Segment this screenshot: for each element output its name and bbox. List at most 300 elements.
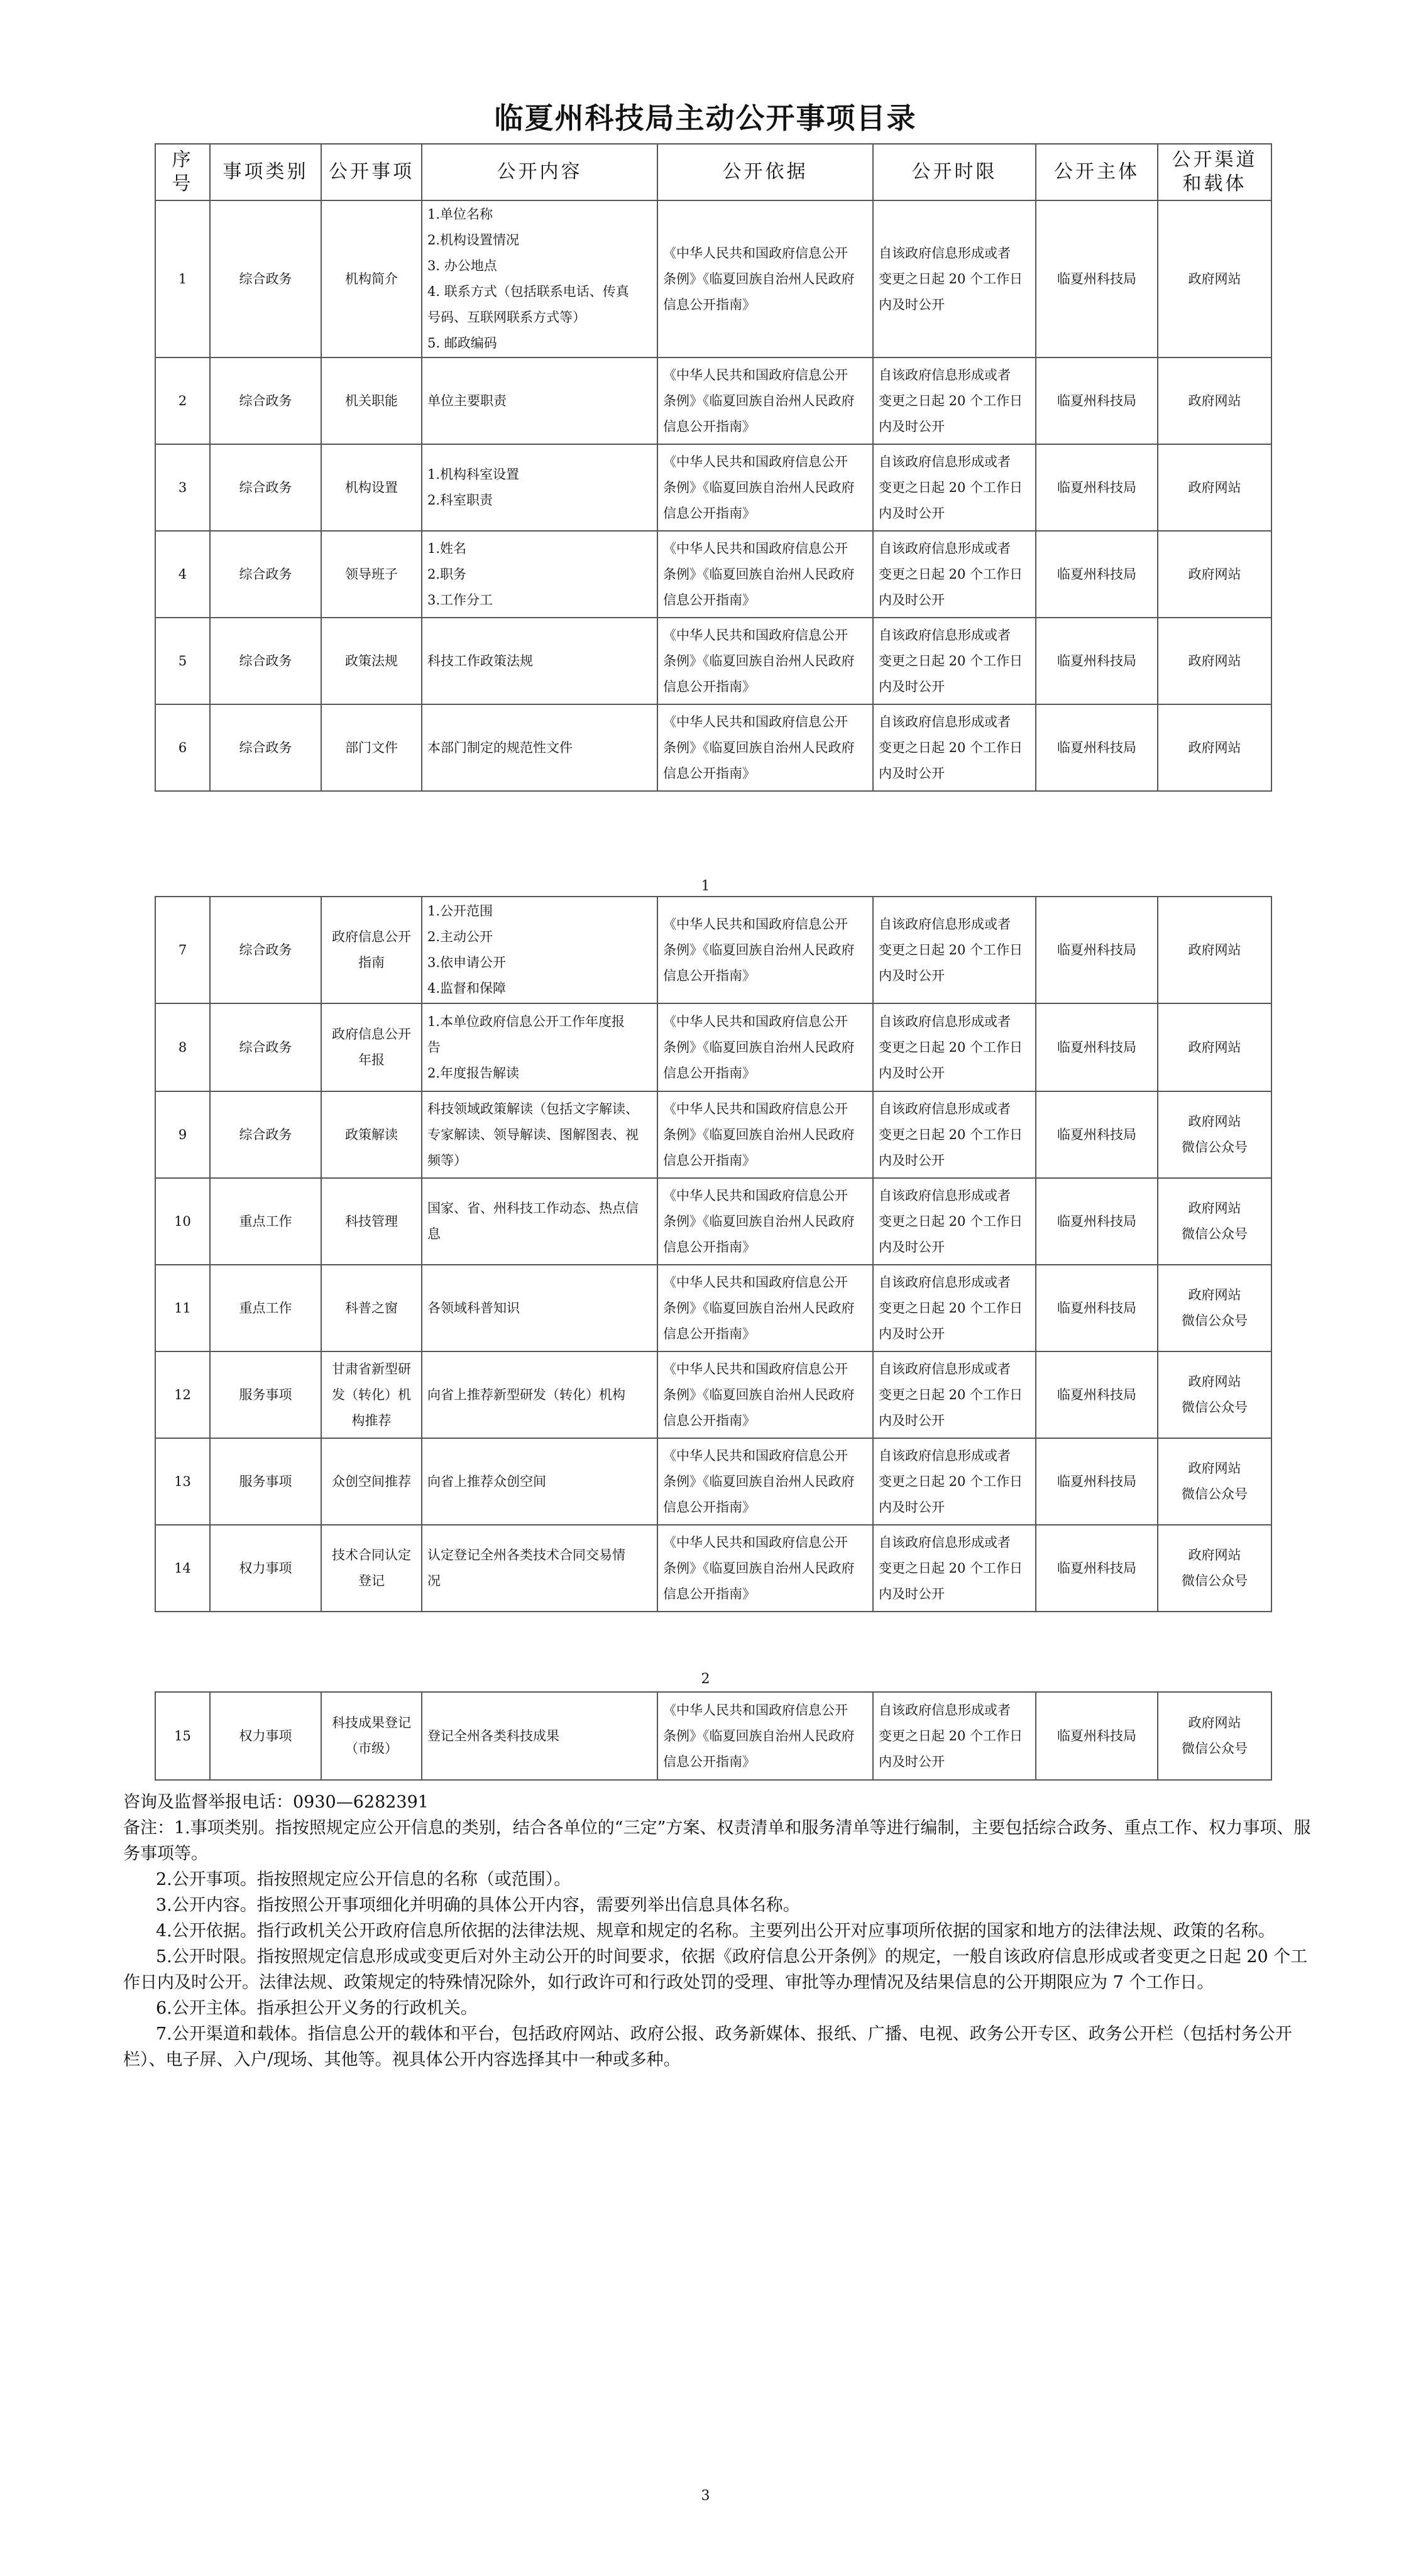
- cell-line: 微信公众号: [1182, 1313, 1248, 1328]
- cell-line: 《中华人民共和国政府信息公开: [663, 1361, 848, 1377]
- cell-line: 《中华人民共和国政府信息公开: [663, 1013, 848, 1029]
- table-row: [155, 531, 1271, 618]
- cell-line: 科技工作政策法规: [427, 653, 533, 669]
- cell-line: 信息公开指南》: [663, 1754, 755, 1769]
- cell-line: 登记全州各类科技成果: [427, 1728, 559, 1744]
- disclosure-table-page-1: [155, 143, 1272, 792]
- cell-line: 条例》《临夏回族自治州人民政府: [663, 271, 855, 287]
- cell-item: [321, 444, 422, 531]
- cell-line: 《中华人民共和国政府信息公开: [663, 1101, 848, 1116]
- cell-line: 自该政府信息形成或者: [879, 1101, 1011, 1116]
- cell-line: 条例》《临夏回族自治州人民政府: [663, 566, 855, 582]
- cell-line: 科技管理: [345, 1213, 398, 1229]
- cell-channel: [1158, 1525, 1271, 1612]
- cell-line: （市级）: [345, 1741, 398, 1756]
- table-header-row: [155, 144, 1271, 200]
- cell-line: 单位主要职责: [427, 393, 507, 408]
- cell-no: 2: [155, 357, 210, 444]
- cell-timelimit: [873, 200, 1036, 357]
- cell-content: [422, 1438, 657, 1525]
- cell-basis: [657, 1178, 873, 1265]
- table-row: [155, 1438, 1271, 1525]
- cell-channel: [1158, 200, 1271, 357]
- table-row: [155, 1091, 1271, 1178]
- cell-line: 微信公众号: [1182, 1226, 1248, 1242]
- cell-content: [422, 357, 657, 444]
- cell-line: 部门文件: [345, 740, 398, 755]
- cell-line: 政府网站: [1188, 942, 1241, 958]
- cell-line: 政府信息公开: [332, 1027, 411, 1042]
- cell-timelimit: [873, 444, 1036, 531]
- table-row: [155, 1525, 1271, 1612]
- cell-line: 信息公开指南》: [663, 765, 755, 781]
- cell-line: 自该政府信息形成或者: [879, 1448, 1011, 1463]
- cell-basis: [657, 1692, 873, 1780]
- cell-basis: [657, 444, 873, 531]
- cell-line: 变更之日起 20 个工作日: [879, 1300, 1023, 1316]
- cell-no: 6: [155, 704, 210, 791]
- cell-category: 综合政务: [210, 897, 321, 1003]
- cell-basis: [657, 1525, 873, 1612]
- cell-no: 4: [155, 531, 210, 618]
- cell-no: 11: [155, 1265, 210, 1351]
- cell-line: 变更之日起 20 个工作日: [879, 1560, 1023, 1576]
- cell-line: 变更之日起 20 个工作日: [879, 271, 1023, 287]
- header-category: 事项类别: [210, 144, 321, 200]
- cell-line: 国家、省、州科技工作动态、热点信: [427, 1201, 639, 1216]
- cell-line: 众创空间推荐: [332, 1473, 411, 1489]
- cell-content: [422, 200, 657, 357]
- cell-timelimit: [873, 1091, 1036, 1178]
- cell-line: 条例》《临夏回族自治州人民政府: [663, 479, 855, 495]
- cell-line: 政府网站: [1188, 479, 1241, 495]
- cell-line: 变更之日起 20 个工作日: [879, 1213, 1023, 1229]
- cell-category: 综合政务: [210, 357, 321, 444]
- cell-timelimit: [873, 531, 1036, 618]
- cell-line: 自该政府信息形成或者: [879, 454, 1011, 469]
- cell-line: 政府网站: [1188, 566, 1241, 582]
- cell-subject: 临夏州科技局: [1036, 1351, 1158, 1438]
- cell-line: 机构设置: [345, 479, 398, 495]
- cell-channel: [1158, 1265, 1271, 1351]
- cell-channel: [1158, 704, 1271, 791]
- cell-line: 自该政府信息形成或者: [879, 714, 1011, 729]
- cell-line: 构推荐: [351, 1412, 392, 1428]
- cell-line: 自该政府信息形成或者: [879, 916, 1011, 932]
- cell-timelimit: [873, 618, 1036, 704]
- table-row: [155, 444, 1271, 531]
- cell-content: [422, 1525, 657, 1612]
- cell-subject: 临夏州科技局: [1036, 1178, 1158, 1265]
- note-4: 4.公开依据。指行政机关公开政府信息所依据的法律法规、规章和规定的名称。主要列出公开对应事项所依据的国家和地方的法律法规、政策的名称。: [156, 1921, 1275, 1941]
- cell-basis: [657, 357, 873, 444]
- cell-line: 信息公开指南》: [663, 418, 755, 434]
- cell-content: [422, 618, 657, 704]
- cell-line: 领导班子: [345, 566, 398, 582]
- cell-line: 内及时公开: [879, 418, 945, 434]
- cell-line: 条例》《临夏回族自治州人民政府: [663, 1300, 855, 1316]
- cell-basis: [657, 618, 873, 704]
- cell-line: 内及时公开: [879, 592, 945, 608]
- cell-no: 5: [155, 618, 210, 704]
- cell-line: 变更之日起 20 个工作日: [879, 740, 1023, 755]
- cell-line: 1.单位名称: [427, 207, 493, 222]
- cell-content: [422, 1003, 657, 1091]
- cell-line: 科普之窗: [345, 1300, 398, 1316]
- cell-line: 《中华人民共和国政府信息公开: [663, 916, 848, 932]
- disclosure-table-page-3: [155, 1691, 1272, 1781]
- cell-line: 条例》《临夏回族自治州人民政府: [663, 1127, 855, 1142]
- cell-line: 变更之日起 20 个工作日: [879, 479, 1023, 495]
- header-channel: 公开渠道 和载体: [1158, 144, 1271, 200]
- cell-category: 综合政务: [210, 618, 321, 704]
- cell-timelimit: [873, 897, 1036, 1003]
- cell-subject: 临夏州科技局: [1036, 1525, 1158, 1612]
- cell-content: [422, 1351, 657, 1438]
- cell-line: 2.年度报告解读: [427, 1065, 520, 1081]
- cell-no: 1: [155, 200, 210, 357]
- cell-line: 变更之日起 20 个工作日: [879, 1473, 1023, 1489]
- cell-line: 3.依申请公开: [427, 955, 507, 970]
- cell-line: 内及时公开: [879, 1754, 945, 1769]
- cell-basis: [657, 1351, 873, 1438]
- cell-line: 号码、互联网联系方式等）: [427, 310, 586, 325]
- cell-line: 技术合同认定: [332, 1547, 411, 1563]
- cell-line: 政府网站: [1188, 1287, 1241, 1302]
- cell-line: 自该政府信息形成或者: [879, 1534, 1011, 1550]
- cell-line: 变更之日起 20 个工作日: [879, 942, 1023, 958]
- cell-line: 政府网站: [1188, 653, 1241, 669]
- cell-line: 条例》《临夏回族自治州人民政府: [663, 942, 855, 958]
- cell-line: 2.主动公开: [427, 929, 493, 944]
- cell-category: 服务事项: [210, 1351, 321, 1438]
- note-3: 3.公开内容。指按照公开事项细化并明确的具体公开内容，需要列举出信息具体名称。: [156, 1896, 800, 1915]
- cell-line: 政府信息公开: [332, 929, 411, 944]
- cell-line: 信息公开指南》: [663, 968, 755, 983]
- cell-line: 3. 办公地点: [427, 258, 497, 273]
- cell-line: 信息公开指南》: [663, 1326, 755, 1341]
- cell-line: 《中华人民共和国政府信息公开: [663, 1187, 848, 1203]
- cell-line: 条例》《临夏回族自治州人民政府: [663, 1213, 855, 1229]
- cell-content: [422, 704, 657, 791]
- cell-channel: [1158, 1351, 1271, 1438]
- cell-line: 内及时公开: [879, 505, 945, 521]
- cell-content: [422, 444, 657, 531]
- cell-line: 信息公开指南》: [663, 679, 755, 694]
- cell-timelimit: [873, 357, 1036, 444]
- cell-channel: [1158, 1438, 1271, 1525]
- cell-subject: 临夏州科技局: [1036, 1438, 1158, 1525]
- cell-line: 2.机构设置情况: [427, 232, 520, 248]
- cell-subject: 临夏州科技局: [1036, 1091, 1158, 1178]
- cell-line: 内及时公开: [879, 968, 945, 983]
- cell-line: 自该政府信息形成或者: [879, 367, 1011, 383]
- cell-subject: 临夏州科技局: [1036, 1003, 1158, 1091]
- note-5: 5.公开时限。指按照规定信息形成或变更后对外主动公开的时间要求，依据《政府信息公开条例》的规定，一般自该政府信息形成或者变更之日起 20 个工作日内及时公开。法律法规、政策规定的特殊情况除外，如行政许可和行政处罚的受理、审批等办理情况及结果信息的公开期限应为 7 个工作日。: [123, 1947, 1308, 1992]
- notes-section: [123, 1789, 1317, 2073]
- cell-line: 政府网站: [1188, 1114, 1241, 1129]
- cell-line: 4. 联系方式（包括联系电话、传真: [427, 284, 629, 299]
- header-basis: 公开依据: [657, 144, 873, 200]
- table-row: [155, 704, 1271, 791]
- cell-item: [321, 704, 422, 791]
- header-subject: 公开主体: [1036, 144, 1158, 200]
- cell-category: 重点工作: [210, 1178, 321, 1265]
- cell-line: 《中华人民共和国政府信息公开: [663, 367, 848, 383]
- cell-line: 《中华人民共和国政府信息公开: [663, 454, 848, 469]
- cell-basis: [657, 897, 873, 1003]
- cell-basis: [657, 704, 873, 791]
- cell-item: [321, 1351, 422, 1438]
- cell-no: 12: [155, 1351, 210, 1438]
- cell-channel: [1158, 444, 1271, 531]
- note-7: 7.公开渠道和载体。指信息公开的载体和平台，包括政府网站、政府公报、政务新媒体、报纸、广播、电视、政务公开专区、政务公开栏（包括村务公开栏）、电子屏、入户/现场、其他等。视具体公开内容选择其中一种或多种。: [123, 2024, 1292, 2070]
- cell-line: 信息公开指南》: [663, 1152, 755, 1168]
- cell-line: 《中华人民共和国政府信息公开: [663, 1534, 848, 1550]
- cell-subject: 临夏州科技局: [1036, 1692, 1158, 1780]
- cell-subject: 临夏州科技局: [1036, 531, 1158, 618]
- cell-channel: [1158, 531, 1271, 618]
- cell-line: 1.姓名: [427, 540, 467, 556]
- cell-item: [321, 618, 422, 704]
- cell-line: 专家解读、领导解读、图解图表、视: [427, 1127, 639, 1142]
- header-item: 公开事项: [321, 144, 422, 200]
- cell-line: 自该政府信息形成或者: [879, 540, 1011, 556]
- cell-channel: [1158, 1003, 1271, 1091]
- hotline-text: 咨询及监督举报电话：0930—6282391: [123, 1793, 429, 1812]
- table-row: [155, 1351, 1271, 1438]
- cell-line: 微信公众号: [1182, 1400, 1248, 1415]
- cell-line: 内及时公开: [879, 679, 945, 694]
- cell-line: 2.科室职责: [427, 493, 493, 508]
- cell-basis: [657, 200, 873, 357]
- cell-line: 发（转化）机: [332, 1387, 411, 1402]
- cell-line: 内及时公开: [879, 1499, 945, 1515]
- cell-timelimit: [873, 1178, 1036, 1265]
- cell-line: 条例》《临夏回族自治州人民政府: [663, 1387, 855, 1402]
- cell-line: 自该政府信息形成或者: [879, 1187, 1011, 1203]
- cell-line: 变更之日起 20 个工作日: [879, 1127, 1023, 1142]
- cell-line: 政府网站: [1188, 1461, 1241, 1476]
- cell-line: 自该政府信息形成或者: [879, 1361, 1011, 1377]
- cell-channel: [1158, 897, 1271, 1003]
- cell-line: 1.机构科室设置: [427, 467, 520, 482]
- cell-item: [321, 1438, 422, 1525]
- note-6: 6.公开主体。指承担公开义务的行政机关。: [156, 1999, 478, 2018]
- cell-item: [321, 1003, 422, 1091]
- cell-subject: 临夏州科技局: [1036, 618, 1158, 704]
- cell-line: 4.监督和保障: [427, 981, 507, 996]
- table-row: [155, 1178, 1271, 1265]
- cell-line: 自该政府信息形成或者: [879, 1702, 1011, 1718]
- cell-line: 各领域科普知识: [427, 1300, 520, 1316]
- disclosure-table-page-2: [155, 896, 1272, 1612]
- cell-item: [321, 1265, 422, 1351]
- cell-line: 政府网站: [1188, 271, 1241, 287]
- cell-line: 《中华人民共和国政府信息公开: [663, 540, 848, 556]
- cell-basis: [657, 1003, 873, 1091]
- cell-subject: 临夏州科技局: [1036, 357, 1158, 444]
- cell-line: 《中华人民共和国政府信息公开: [663, 1702, 848, 1718]
- cell-line: 自该政府信息形成或者: [879, 1013, 1011, 1029]
- cell-category: 服务事项: [210, 1438, 321, 1525]
- cell-line: 信息公开指南》: [663, 505, 755, 521]
- cell-line: 认定登记全州各类技术合同交易情: [427, 1547, 625, 1563]
- table-row: [155, 897, 1271, 1003]
- cell-line: 指南: [358, 955, 385, 970]
- page-number: 3: [701, 2488, 710, 2504]
- cell-line: 变更之日起 20 个工作日: [879, 653, 1023, 669]
- cell-line: 信息公开指南》: [663, 1239, 755, 1255]
- cell-item: [321, 897, 422, 1003]
- cell-item: [321, 357, 422, 444]
- cell-item: [321, 1178, 422, 1265]
- cell-basis: [657, 1438, 873, 1525]
- cell-line: 变更之日起 20 个工作日: [879, 1387, 1023, 1402]
- cell-line: 信息公开指南》: [663, 1586, 755, 1602]
- cell-line: 政府网站: [1188, 1374, 1241, 1389]
- cell-category: 综合政务: [210, 1003, 321, 1091]
- cell-no: 15: [155, 1692, 210, 1780]
- cell-subject: 临夏州科技局: [1036, 897, 1158, 1003]
- cell-item: [321, 1091, 422, 1178]
- table-row: [155, 1692, 1271, 1780]
- cell-line: 向省上推荐新型研发（转化）机构: [427, 1387, 625, 1402]
- page-number: 1: [701, 878, 710, 894]
- cell-line: 自该政府信息形成或者: [879, 627, 1011, 643]
- cell-line: 2.职务: [427, 566, 467, 582]
- page-number: 2: [701, 1671, 710, 1687]
- cell-line: 政府网站: [1188, 393, 1241, 408]
- cell-content: [422, 1091, 657, 1178]
- cell-line: 政府网站: [1188, 740, 1241, 755]
- cell-no: 10: [155, 1178, 210, 1265]
- cell-line: 登记: [358, 1573, 385, 1588]
- cell-category: 综合政务: [210, 531, 321, 618]
- cell-line: 微信公众号: [1182, 1140, 1248, 1155]
- table-row: [155, 200, 1271, 357]
- cell-line: 况: [427, 1573, 441, 1588]
- cell-subject: 临夏州科技局: [1036, 444, 1158, 531]
- cell-line: 科技成果登记: [332, 1715, 411, 1730]
- cell-line: 《中华人民共和国政府信息公开: [663, 245, 848, 261]
- cell-line: 政策法规: [345, 653, 398, 669]
- cell-no: 7: [155, 897, 210, 1003]
- cell-content: [422, 1692, 657, 1780]
- cell-line: 内及时公开: [879, 1152, 945, 1168]
- cell-channel: [1158, 1178, 1271, 1265]
- cell-line: 息: [427, 1226, 441, 1242]
- cell-line: 条例》《临夏回族自治州人民政府: [663, 1560, 855, 1576]
- cell-line: 条例》《临夏回族自治州人民政府: [663, 1473, 855, 1489]
- header-seq: 序 号: [155, 144, 210, 200]
- cell-category: 权力事项: [210, 1692, 321, 1780]
- cell-channel: [1158, 618, 1271, 704]
- cell-line: 机构简介: [345, 271, 398, 287]
- cell-line: 政府网站: [1188, 1201, 1241, 1216]
- cell-timelimit: [873, 1265, 1036, 1351]
- cell-content: [422, 1265, 657, 1351]
- cell-channel: [1158, 1692, 1271, 1780]
- cell-line: 信息公开指南》: [663, 1499, 755, 1515]
- cell-line: 信息公开指南》: [663, 1065, 755, 1081]
- cell-category: 权力事项: [210, 1525, 321, 1612]
- cell-basis: [657, 531, 873, 618]
- cell-line: 条例》《临夏回族自治州人民政府: [663, 1728, 855, 1744]
- cell-timelimit: [873, 1003, 1036, 1091]
- cell-line: 信息公开指南》: [663, 592, 755, 608]
- cell-channel: [1158, 357, 1271, 444]
- cell-category: 重点工作: [210, 1265, 321, 1351]
- cell-line: 频等）: [427, 1152, 467, 1168]
- cell-line: 《中华人民共和国政府信息公开: [663, 714, 848, 729]
- table-row: [155, 357, 1271, 444]
- cell-line: 条例》《临夏回族自治州人民政府: [663, 740, 855, 755]
- cell-item: [321, 200, 422, 357]
- cell-category: 综合政务: [210, 1091, 321, 1178]
- header-content: 公开内容: [422, 144, 657, 200]
- cell-category: 综合政务: [210, 444, 321, 531]
- cell-line: 政府网站: [1188, 1547, 1241, 1563]
- table-row: [155, 1265, 1271, 1351]
- cell-no: 13: [155, 1438, 210, 1525]
- cell-line: 微信公众号: [1182, 1573, 1248, 1588]
- cell-line: 条例》《临夏回族自治州人民政府: [663, 653, 855, 669]
- cell-no: 3: [155, 444, 210, 531]
- cell-channel: [1158, 1091, 1271, 1178]
- cell-content: [422, 1178, 657, 1265]
- cell-line: 内及时公开: [879, 1412, 945, 1428]
- cell-line: 微信公众号: [1182, 1487, 1248, 1502]
- cell-line: 《中华人民共和国政府信息公开: [663, 627, 848, 643]
- cell-line: 变更之日起 20 个工作日: [879, 1039, 1023, 1055]
- cell-line: 本部门制定的规范性文件: [427, 740, 573, 755]
- cell-no: 14: [155, 1525, 210, 1612]
- cell-line: 内及时公开: [879, 1326, 945, 1341]
- cell-line: 内及时公开: [879, 765, 945, 781]
- cell-basis: [657, 1091, 873, 1178]
- cell-item: [321, 531, 422, 618]
- note-1: 备注：1.事项类别。指按照规定应公开信息的类别，结合各单位的“三定”方案、权责清单和服务清单等进行编制，主要包括综合政务、重点工作、权力事项、服务事项等。: [123, 1818, 1311, 1864]
- cell-category: 综合政务: [210, 704, 321, 791]
- cell-line: 机关职能: [345, 393, 398, 408]
- cell-line: 3.工作分工: [427, 592, 493, 608]
- cell-no: 8: [155, 1003, 210, 1091]
- cell-subject: 临夏州科技局: [1036, 704, 1158, 791]
- cell-timelimit: [873, 1525, 1036, 1612]
- table-row: [155, 1003, 1271, 1091]
- cell-line: 《中华人民共和国政府信息公开: [663, 1448, 848, 1463]
- cell-line: 自该政府信息形成或者: [879, 1274, 1011, 1290]
- cell-line: 变更之日起 20 个工作日: [879, 1728, 1023, 1744]
- cell-line: 政策解读: [345, 1127, 398, 1142]
- cell-line: 内及时公开: [879, 297, 945, 312]
- cell-basis: [657, 1265, 873, 1351]
- cell-line: 甘肃省新型研: [332, 1361, 411, 1377]
- page-title: 临夏州科技局主动公开事项目录: [494, 101, 917, 135]
- cell-line: 《中华人民共和国政府信息公开: [663, 1274, 848, 1290]
- cell-item: [321, 1692, 422, 1780]
- cell-content: [422, 897, 657, 1003]
- cell-line: 内及时公开: [879, 1065, 945, 1081]
- cell-line: 向省上推荐众创空间: [427, 1473, 546, 1489]
- cell-line: 条例》《临夏回族自治州人民政府: [663, 1039, 855, 1055]
- table-row: [155, 618, 1271, 704]
- cell-subject: 临夏州科技局: [1036, 200, 1158, 357]
- cell-line: 5. 邮政编码: [427, 336, 497, 351]
- cell-line: 1.公开范围: [427, 903, 493, 919]
- header-timelimit: 公开时限: [873, 144, 1036, 200]
